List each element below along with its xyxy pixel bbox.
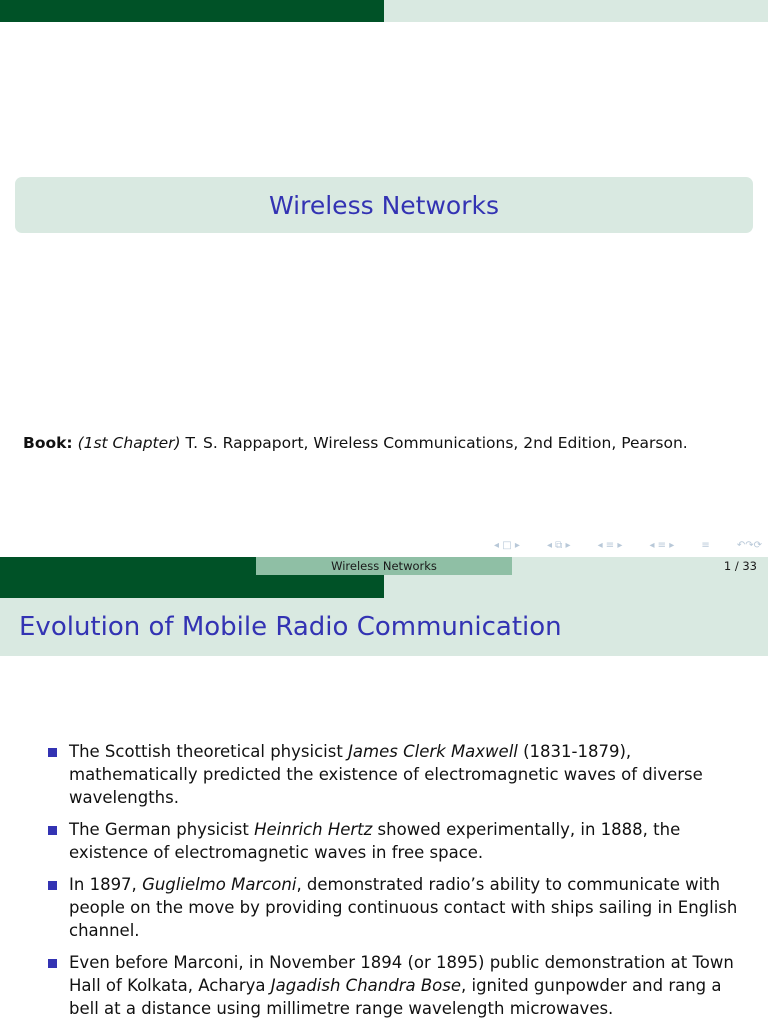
- bullet-emphasis: James Clerk Maxwell: [348, 742, 518, 761]
- nav-search-icon[interactable]: ↶↷⟳: [736, 539, 762, 551]
- bullet-emphasis: Guglielmo Marconi: [142, 875, 297, 894]
- nav-section-icon[interactable]: ◂ ≡ ▸: [597, 539, 623, 551]
- frame-title: Evolution of Mobile Radio Communication: [19, 612, 562, 642]
- bullet-text: The German physicist: [69, 820, 255, 839]
- list-item: [48, 740, 754, 809]
- list-item: [48, 818, 754, 864]
- nav-frame-icon[interactable]: ◂ ⧉ ▸: [546, 539, 571, 551]
- footer-left: [0, 557, 256, 575]
- title-box: [15, 177, 753, 233]
- top-bar-light-2: [384, 575, 768, 598]
- book-label: Book:: [23, 434, 73, 452]
- top-bar-dark: [0, 0, 384, 22]
- bullet-text: (1831-1879), mathematically predicted the existence of electromagnetic waves of diverse wavelengths.: [69, 742, 703, 807]
- bullet-text: The Scottish theoretical physicist: [69, 742, 349, 761]
- bullet-text: , ignited gunpowder and rang a bell at a distance using millimetre range wavelength microwaves.: [69, 976, 722, 1018]
- book-chapter: (1st Chapter): [77, 434, 181, 452]
- list-item: [48, 873, 754, 942]
- nav-subsection-icon[interactable]: ◂ ≡ ▸: [649, 539, 675, 551]
- bullet-text: In 1897,: [69, 875, 143, 894]
- footer-center: [256, 557, 512, 575]
- frame-title-band: [0, 598, 768, 656]
- page-number: 1 / 33: [723, 559, 757, 573]
- list-item: [48, 951, 754, 1020]
- bullet-square-icon: [48, 826, 57, 835]
- book-text: T. S. Rappaport, Wireless Communications, 2nd Edition, Pearson.: [180, 434, 688, 452]
- bullet-text: , demonstrated radio’s ability to communicate with people on the move by providing continuous contact with ships sailing in English channel.: [69, 875, 738, 940]
- bullet-square-icon: [48, 959, 57, 968]
- nav-first-icon[interactable]: ◂ □ ▸: [494, 539, 520, 551]
- top-bar-light: [384, 0, 768, 22]
- nav-align-icon[interactable]: ≡: [701, 539, 710, 551]
- bullet-square-icon: [48, 748, 57, 757]
- bullet-square-icon: [48, 881, 57, 890]
- navigation-controls: [494, 538, 762, 552]
- bullet-emphasis: Heinrich Hertz: [254, 820, 373, 839]
- bullet-text: showed experimentally, in 1888, the existence of electromagnetic waves in free space.: [69, 820, 681, 862]
- bullet-text: Even before Marconi, in November 1894 (or 1895) public demonstration at Town Hall of Kolkata, Acharya: [69, 953, 734, 995]
- footer-right: [512, 557, 768, 575]
- book-reference: [23, 434, 688, 452]
- bullet-emphasis: Jagadish Chandra Bose: [270, 976, 461, 995]
- footer-title: Wireless Networks: [331, 559, 437, 573]
- top-bar-dark-2: [0, 575, 384, 598]
- bullet-list: [48, 740, 754, 1029]
- slide-title: Wireless Networks: [269, 190, 499, 220]
